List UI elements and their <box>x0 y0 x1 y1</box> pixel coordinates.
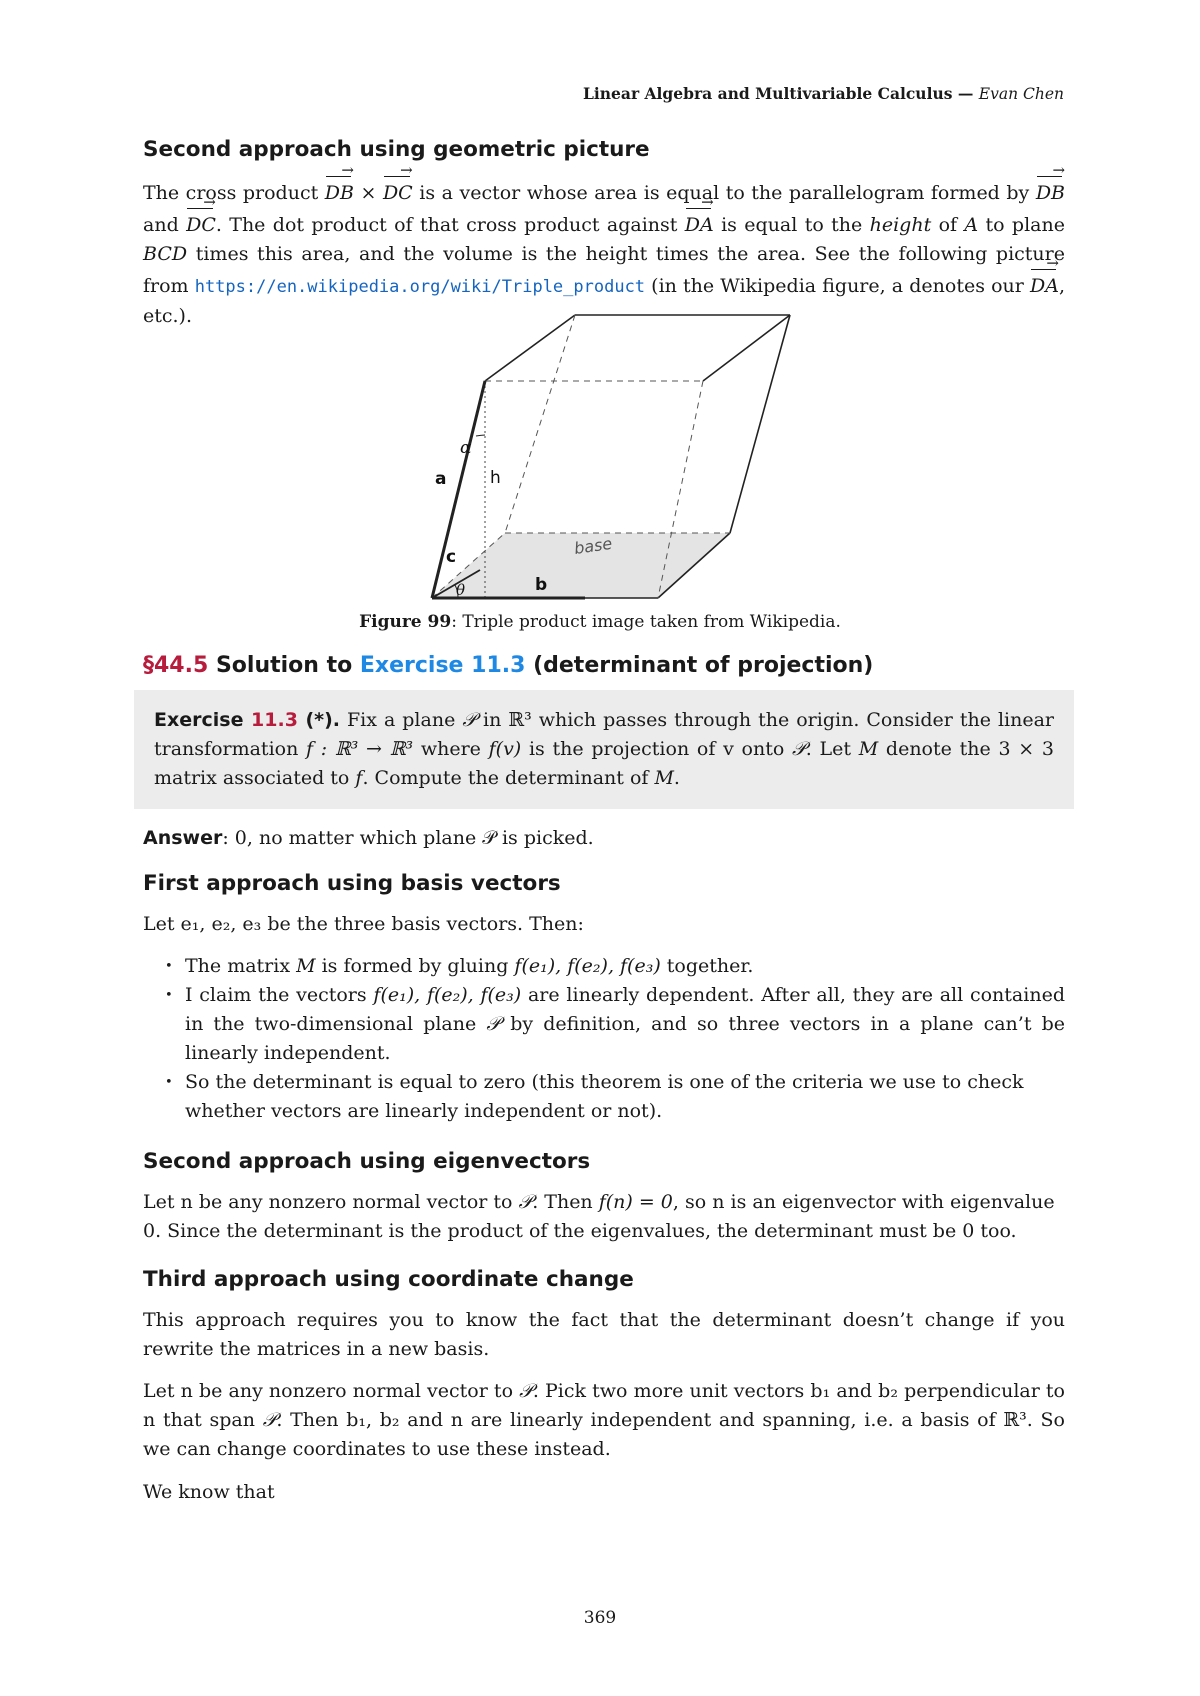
label-theta: θ <box>456 581 466 599</box>
basis-approach-heading: First approach using basis vectors <box>143 871 561 896</box>
eigen-approach-heading: Second approach using eigenvectors <box>143 1149 591 1174</box>
header-author: Evan Chen <box>978 85 1064 103</box>
label-h: h <box>490 468 501 488</box>
header-title: Linear Algebra and Multivariable Calculus <box>582 84 953 103</box>
list-item: • I claim the vectors f(e₁), f(e₂), f(e₃) are linearly dependent. After all, they are all contained in the two-dimensional plane 𝒫 by definition, and so three vectors in a plane can’t be linearly independent. <box>143 981 1065 1068</box>
running-header: Linear Algebra and Multivariable Calculus — Evan Chen <box>582 84 1064 103</box>
vector-db: DB → <box>325 176 354 208</box>
label-a: a <box>435 469 447 489</box>
label-base: base <box>572 533 614 558</box>
coord-paragraph-1: This approach requires you to know the fact that the determinant doesn’t change if you rewrite the matrices in a new basis. <box>143 1309 1065 1360</box>
list-item: • So the determinant is equal to zero (this theorem is one of the criteria we use to check whether vectors are linearly independent or not). <box>143 1068 1065 1126</box>
triple-product-figure <box>410 308 800 604</box>
geo-approach-paragraph: The cross product DB → × DC → is a vector whose area is equal to the parallelogram formed by DB → and DC →. The dot product of that cross product against DA → is equal to the height of A to plane BCD times this area, and the volume is the height times the area. See the following picture from https://en.wikipedia.org/wiki/Triple_product (in the Wikipedia figure, a denotes our DA →, etc.). <box>143 176 1065 331</box>
label-c: c <box>446 547 457 567</box>
answer-line: Answer: 0, no matter which plane 𝒫 is picked. <box>143 827 594 849</box>
geo-approach-heading: Second approach using geometric picture <box>143 137 650 162</box>
exercise-box <box>134 690 1074 809</box>
label-b: b <box>535 575 548 595</box>
figure-caption: Figure 99: Triple product image taken from Wikipedia. <box>359 612 841 632</box>
coord-paragraph-3: We know that <box>143 1481 275 1503</box>
answer-label: Answer <box>143 827 223 849</box>
coord-paragraph-2: Let n be any nonzero normal vector to 𝒫. Pick two more unit vectors b₁ and b₂ perpendicular to n that span 𝒫. Then b₁, b₂ and n are linearly independent and spanning, i.e. a basis of ℝ³. So we can change coordinates to use these instead. <box>143 1380 1065 1460</box>
exercise-link[interactable]: Exercise 11.3 <box>359 653 526 678</box>
section-heading: §44.5 Solution to Exercise 11.3 (determinant of projection) <box>143 653 874 678</box>
vector-da: DA → <box>685 208 714 240</box>
exercise-number-link[interactable]: 11.3 <box>251 709 298 731</box>
page-number: 369 <box>583 1608 617 1628</box>
basis-intro: Let e₁, e₂, e₃ be the three basis vectors. Then: <box>143 913 584 935</box>
label-alpha: α <box>460 438 472 458</box>
exercise-statement: Exercise 11.3 (*). Fix a plane 𝒫 in ℝ³ which passes through the origin. Consider the linear transformation f : ℝ³ → ℝ³ where f(v) is the projection of v onto 𝒫. Let M denote the 3 × 3 matrix associated to f. Compute the determinant of M. <box>154 709 1055 789</box>
vector-dc: DC → <box>383 176 413 208</box>
coord-approach-heading: Third approach using coordinate change <box>143 1267 634 1292</box>
list-item: • The matrix M is formed by gluing f(e₁), f(e₂), f(e₃) together. <box>143 952 1065 981</box>
section-number: §44.5 <box>143 653 209 678</box>
basis-bullet-list <box>143 952 1065 1126</box>
wikipedia-link[interactable]: https://en.wikipedia.org/wiki/Triple_product <box>194 277 646 297</box>
eigen-paragraph: Let n be any nonzero normal vector to 𝒫. Then f(n) = 0, so n is an eigenvector with eigenvalue 0. Since the determinant is the product of the eigenvalues, the determinant must be 0 too. <box>143 1191 1055 1242</box>
